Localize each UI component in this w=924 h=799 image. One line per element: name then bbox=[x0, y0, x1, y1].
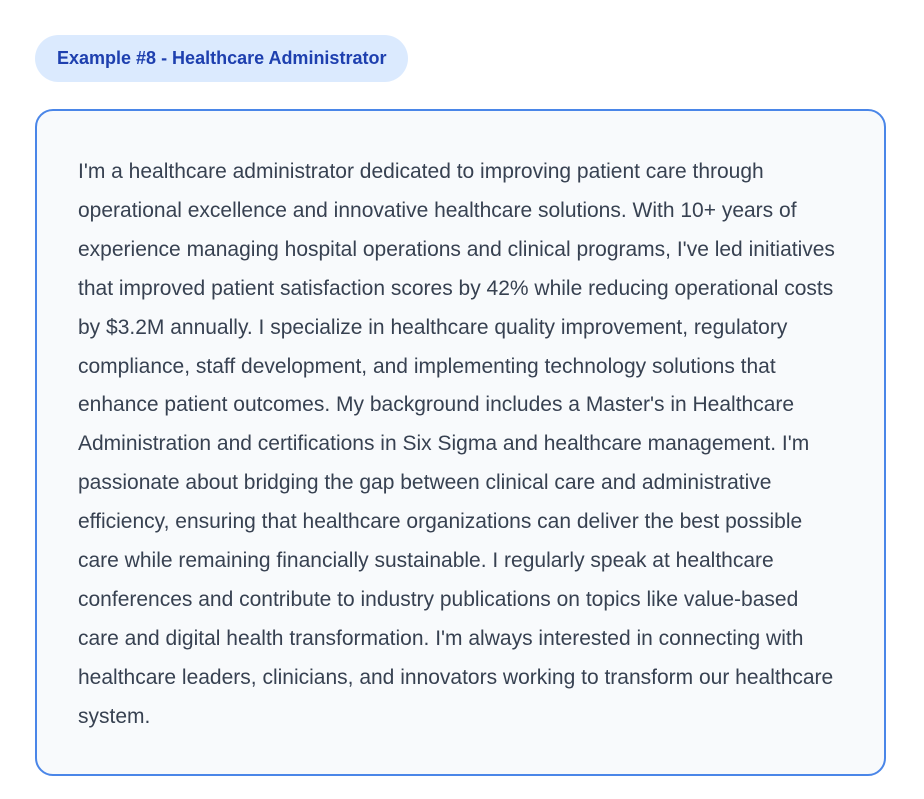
example-badge: Example #8 - Healthcare Administrator bbox=[35, 35, 408, 82]
example-bio-text: I'm a healthcare administrator dedicated to improving patient care through operational excellence and innovative healthcare solutions. With 10+ years of experience managing hospital operations and clinical programs, I've led initiatives that improved patient satisfaction scores by 42% while reducing operational costs by $3.2M annually. I specialize in healthcare quality improvement, regulatory compliance, staff development, and implementing technology solutions that enhance patient outcomes. My background includes a Master's in Healthcare Administration and certifications in Six Sigma and healthcare management. I'm passionate about bridging the gap between clinical care and administrative efficiency, ensuring that healthcare organizations can deliver the best possible care while remaining financially sustainable. I regularly speak at healthcare conferences and contribute to industry publications on topics like value-based care and digital health transformation. I'm always interested in connecting with healthcare leaders, clinicians, and innovators working to transform our healthcare system. bbox=[78, 160, 835, 728]
example-bio-card bbox=[35, 109, 886, 776]
